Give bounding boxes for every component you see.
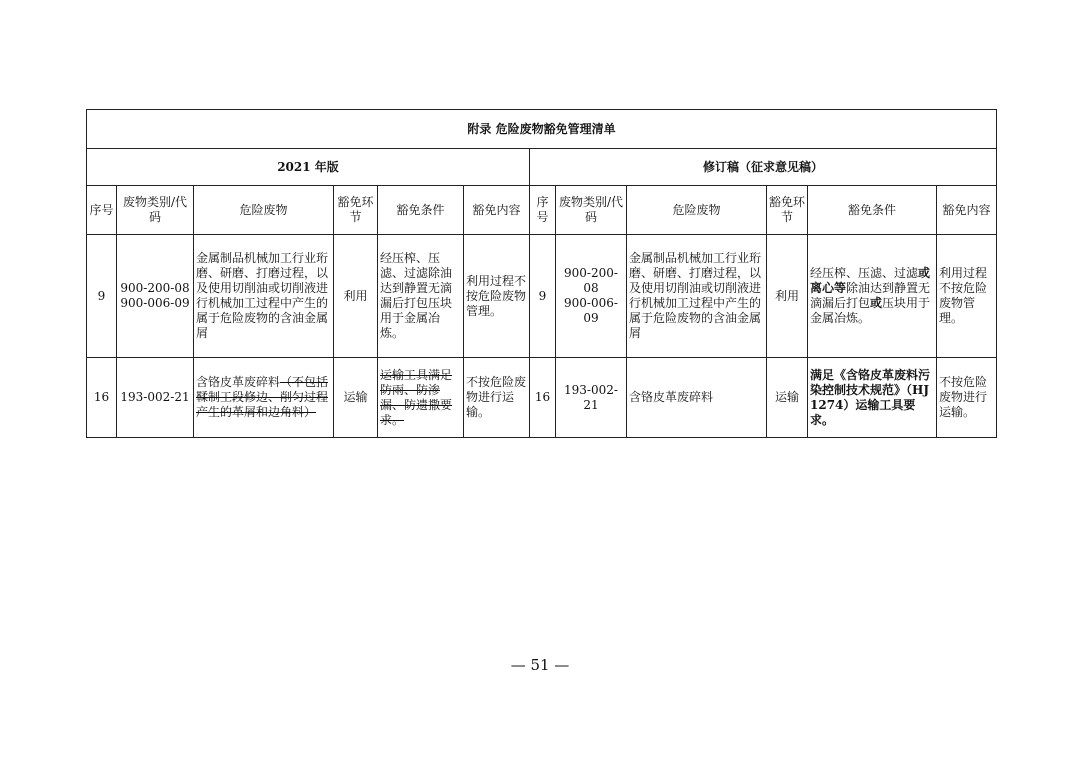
header-category-rev: 废物类别/代码 <box>556 186 627 235</box>
code-2: 900-006-09 <box>564 296 618 325</box>
code-1: 900-200-08 <box>564 266 618 295</box>
row16-new-no: 16 <box>530 358 556 438</box>
table-row <box>87 235 997 358</box>
section-2021: 2021 年版 <box>87 149 530 186</box>
row9-new-content: 利用过程不按危险废物管理。 <box>937 235 997 358</box>
header-row <box>87 186 997 235</box>
header-condition-rev: 豁免条件 <box>808 186 937 235</box>
row16-new-code: 193-002-21 <box>556 358 627 438</box>
row16-old-content: 不按危险废物进行运输。 <box>464 358 530 438</box>
header-no-rev: 序号 <box>530 186 556 235</box>
page-number: — 51 — <box>510 656 570 674</box>
row16-old-code: 193-002-21 <box>117 358 194 438</box>
row9-old-no: 9 <box>87 235 117 358</box>
row16-new-condition: 满足《含铬皮革废料污染控制技术规范》（HJ 1274）运输工具要求。 <box>808 358 937 438</box>
row9-new-condition: 经压榨、压滤、过滤或离心等除油达到静置无滴漏后打包或压块用于金属冶炼。 <box>808 235 937 358</box>
row9-new-stage: 利用 <box>767 235 808 358</box>
row9-new-waste: 金属制品机械加工行业珩磨、研磨、打磨过程，以及使用切削油或切削液进行机械加工过程中产生的属于危险废物的含油金属屑 <box>627 235 767 358</box>
section-revision: 修订稿（征求意见稿） <box>530 149 997 186</box>
row16-old-waste: 含铬皮革废碎料（不包括鞣制工段修边、削匀过程产生的革屑和边角料） <box>194 358 334 438</box>
table-title: 附录 危险废物豁免管理清单 <box>87 110 997 149</box>
row9-old-condition: 经压榨、压滤、过滤除油达到静置无滴漏后打包压块用于金属冶炼。 <box>378 235 464 358</box>
row9-old-content: 利用过程不按危险废物管理。 <box>464 235 530 358</box>
code-2: 900-006-09 <box>120 296 190 310</box>
row9-old-stage: 利用 <box>334 235 378 358</box>
header-condition: 豁免条件 <box>378 186 464 235</box>
header-stage-rev: 豁免环节 <box>767 186 808 235</box>
header-waste: 危险废物 <box>194 186 334 235</box>
header-content: 豁免内容 <box>464 186 530 235</box>
header-content-rev: 豁免内容 <box>937 186 997 235</box>
row9-new-code <box>556 235 627 358</box>
header-no: 序号 <box>87 186 117 235</box>
table-row <box>87 358 997 438</box>
row16-old-stage: 运输 <box>334 358 378 438</box>
header-stage: 豁免环节 <box>334 186 378 235</box>
header-category: 废物类别/代码 <box>117 186 194 235</box>
code-1: 900-200-08 <box>120 281 190 295</box>
row16-old-condition: 运输工具满足防雨、防渗漏、防遗撒要求。 <box>378 358 464 438</box>
row16-new-waste: 含铬皮革废碎料 <box>627 358 767 438</box>
row16-old-no: 16 <box>87 358 117 438</box>
header-waste-rev: 危险废物 <box>627 186 767 235</box>
row16-new-stage: 运输 <box>767 358 808 438</box>
row9-new-no: 9 <box>530 235 556 358</box>
row16-new-content: 不按危险废物进行运输。 <box>937 358 997 438</box>
row9-old-waste: 金属制品机械加工行业珩磨、研磨、打磨过程，以及使用切削油或切削液进行机械加工过程中产生的属于危险废物的含油金属屑 <box>194 235 334 358</box>
exemption-table <box>86 109 997 438</box>
row9-old-code <box>117 235 194 358</box>
